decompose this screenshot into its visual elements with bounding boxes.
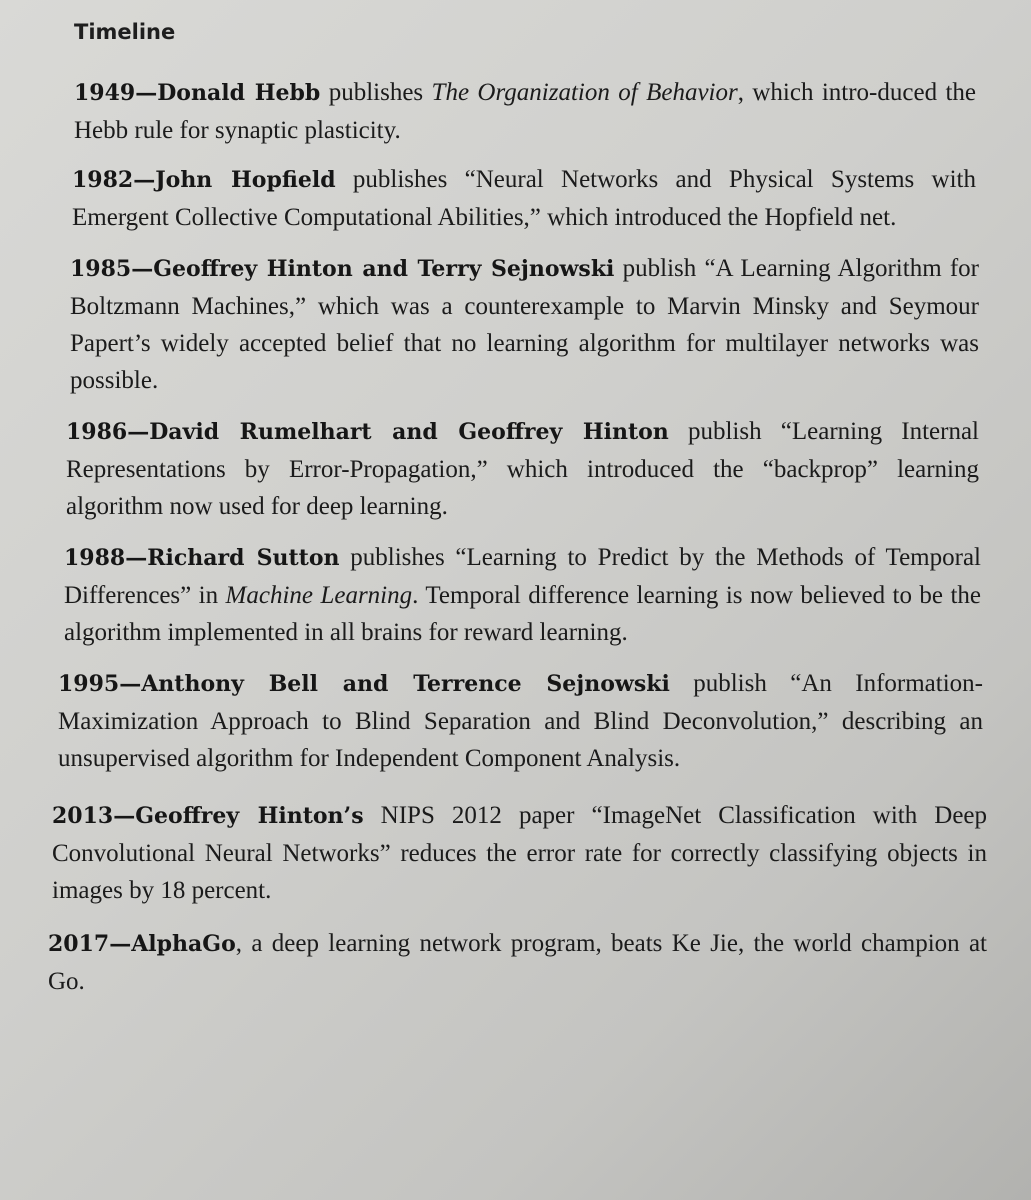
entry-year-name: 2013—Geoffrey Hinton’s	[52, 803, 364, 829]
entry-year-name: 1949—Donald Hebb	[74, 80, 321, 106]
entry-text: publishes “Neural Networks and Physical Systems with Emergent Collective Computational Abilities,” which introduced the Hopfield net.	[72, 166, 977, 231]
entry-text-end: . Temporal difference learning is now believed to be the algorithm implemented in all brains for reward learning.	[64, 582, 981, 646]
timeline-entry-2017	[48, 925, 991, 1000]
entry-text: publish “An Information-Maximization Approach to Blind Separation and Blind Deconvolution,” describing an unsupervised algorithm for Independent Component Analysis.	[58, 670, 983, 772]
entry-text: publish “Learning Internal Representations by Error-Propagation,” which introduced the “backprop” learning algorithm now used for deep learning.	[66, 418, 980, 520]
entry-text: , a deep learning network program, beats Ke Jie, the world champion at Go.	[48, 930, 987, 995]
timeline-entry-1982	[64, 161, 991, 236]
entry-text: publish “A Learning Algorithm for Boltzmann Machines,” which was a counterexample to Marvin Minsky and Seymour Papert’s widely accepted belief that no learning algorithm for multilayer networks was possible.	[70, 255, 979, 394]
entry-italic-title: Machine Learning	[225, 582, 413, 609]
entry-text: publishes “Learning to Predict by the Methods of Temporal Differences” in	[64, 544, 981, 609]
timeline-entry-1995	[58, 665, 991, 777]
entry-text: publishes	[320, 79, 432, 106]
entry-year-name: 1995—Anthony Bell and Terrence Sejnowski	[58, 671, 670, 697]
timeline-entry-2013	[52, 797, 991, 909]
entry-year-name: 1986—David Rumelhart and Geoffrey Hinton	[66, 419, 669, 445]
timeline-entry-1986	[64, 413, 991, 525]
entry-italic-title: The Organization of Behavior	[431, 79, 738, 106]
entry-year-name: 1985—Geoffrey Hinton and Terry Sejnowski	[70, 256, 615, 282]
timeline-entry-1949	[64, 74, 991, 149]
entry-year-name: 1988—Richard Sutton	[64, 545, 340, 571]
timeline-entry-1988	[64, 539, 991, 651]
entry-year-name: 2017—AlphaGo	[48, 931, 236, 957]
entry-text: NIPS 2012 paper “ImageNet Classification with Deep Convolutional Neural Networks” reduces the error rate for correctly classifying objects in images by 18 percent.	[52, 802, 988, 904]
section-heading: Timeline	[74, 20, 176, 44]
timeline-entry-1985	[64, 250, 991, 399]
entry-year-name: 1982—John Hopfield	[72, 167, 336, 193]
entry-text-end: , which intro-duced the Hebb rule for synaptic plasticity.	[74, 79, 976, 144]
